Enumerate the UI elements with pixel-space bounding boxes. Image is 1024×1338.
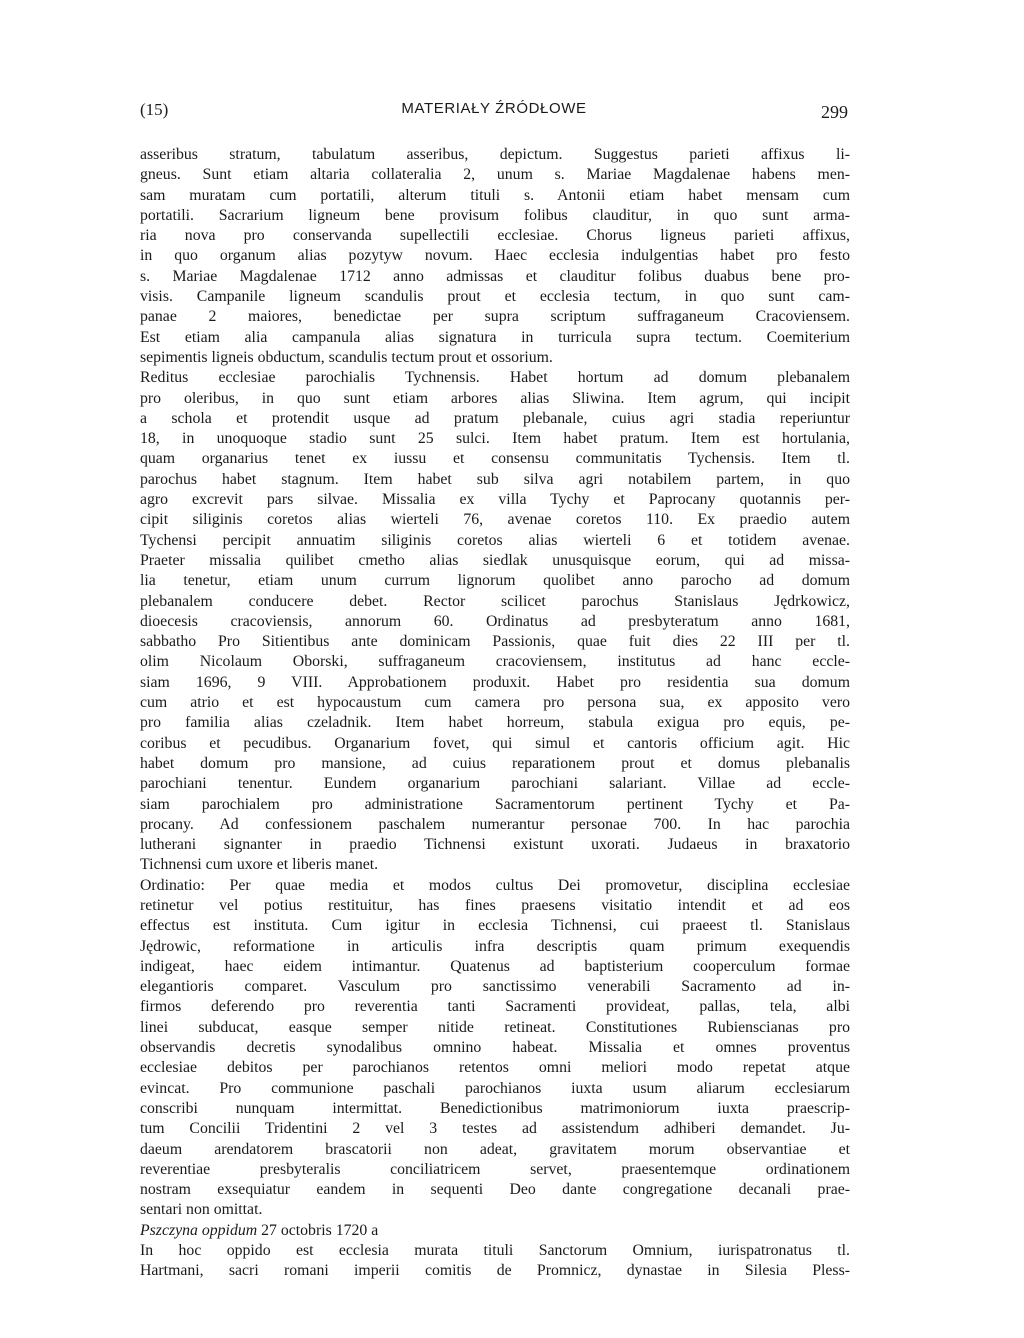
text-line: nostram exsequiatur eandem in sequenti Deo dante congregatione decanali prae-: [140, 1181, 850, 1199]
text-line: procany. Ad confessionem paschalem numerantur personae 700. In hac parochia: [140, 815, 850, 833]
text-line: indigeat, haec eidem intimantur. Quatenus ad baptisterium cooperculum formae: [140, 957, 850, 975]
text-line: conscribi nunquam intermittat. Benedictionibus matrimoniorum iuxta praescrip-: [140, 1099, 850, 1117]
text-line: plebanalem conducere debet. Rector scilicet parochus Stanislaus Jędrkowicz,: [140, 592, 850, 610]
text-line: s. Mariae Magdalenae 1712 anno admissas et clauditur folibus duabus bene pro-: [140, 267, 850, 285]
text-line: agro excrevit pars silvae. Missalia ex villa Tychy et Paprocany quotannis per-: [140, 491, 850, 509]
page-section-number: (15): [140, 100, 169, 119]
text-line: in quo organum alias pozytyw novum. Haec ecclesia indulgentias habet pro festo: [140, 247, 850, 265]
body-text: [140, 145, 850, 1282]
text-line: Jędrowic, reformatione in articulis infra descriptis quam primum exequendis: [140, 937, 850, 955]
text-line: [140, 1221, 850, 1241]
text-line: Reditus ecclesiae parochialis Tychnensis. Habet hortum ad domum plebanalem: [140, 369, 850, 387]
text-line: sentari non omittat.: [140, 1201, 263, 1219]
text-line: evincat. Pro communione paschali parochianos iuxta usum aliarum ecclesiarum: [140, 1079, 850, 1097]
text-line: Praeter missalia quilibet cmetho alias siedlak unusquisque eorum, qui ad missa-: [140, 551, 850, 569]
text-line: siam 1696, 9 VIII. Approbationem produxit. Habet pro residentia sua domum: [140, 673, 850, 691]
text-line: retinetur vel potius restituitur, has fines praesens visitatio intendit et ad eos: [140, 896, 850, 914]
text-line: ria nova pro conservanda supellectili ecclesiae. Chorus ligneus parieti affixus,: [140, 227, 850, 245]
text-line: asseribus stratum, tabulatum asseribus, depictum. Suggestus parieti affixus li-: [140, 146, 850, 163]
text-line: daeum arendatorem brascatorii non adeat, gravitatem morum observantiae et: [140, 1140, 850, 1158]
text-line: cum atrio et est hypocaustum cum camera pro persona sua, ex apposito vero: [140, 694, 850, 712]
text-line: firmos deferendo pro reverentia tanti Sacramenti provideat, pallas, tela, albi: [140, 998, 850, 1016]
text-line: cipit siliginis coretos alias wierteli 76, avenae coretos 110. Ex praedio autem: [140, 511, 850, 529]
text-line: coribus et pecudibus. Organarium fovet, qui simul et cantoris officium agit. Hic: [140, 734, 850, 752]
text-line: elegantioris comparet. Vasculum pro sanctissimo venerabili Sacramento ad in-: [140, 978, 850, 996]
text-line: 18, in unoquoque stadio sunt 25 sulci. Item habet pratum. Item est hortulania,: [140, 430, 850, 448]
text-line: reverentiae presbyteralis conciliatricem servet, praesentemque ordinationem: [140, 1160, 850, 1178]
text-line: Est etiam alia campanula alias signatura in turricula supra tectum. Coemiterium: [140, 328, 850, 346]
text-line: gneus. Sunt etiam altaria collateralia 2, unum s. Mariae Magdalenae habens men-: [140, 166, 850, 184]
text-line: siam parochialem pro administratione Sacramentorum pertinent Tychy et Pa-: [140, 795, 850, 813]
place-name: Pszczyna oppidum: [140, 1221, 258, 1239]
text-line: Ordinatio: Per quae media et modos cultus Dei promovetur, disciplina ecclesiae: [140, 876, 850, 894]
text-line: quam organarius tenet ex iussu et consensu communitatis Tychensis. Item tl.: [140, 450, 850, 468]
text-line: sam muratam cum portatili, alterum tituli s. Antonii etiam habet mensam cum: [140, 186, 850, 204]
text-line: habet domum pro mansione, ad cuius reparationem prout et domus plebanalis: [140, 754, 850, 772]
text-line: lutherani signanter in praedio Tichnensi existunt uxorati. Judaeus in braxatorio: [140, 836, 850, 854]
page-number: 299: [821, 102, 848, 122]
text-line: sabbatho Pro Sitientibus ante dominicam Passionis, quae fuit dies 22 III per tl.: [140, 633, 850, 651]
text-line: visis. Campanile ligneum scandulis prout et ecclesia tectum, in quo sunt cam-: [140, 288, 850, 306]
text-line: observandis decretis synodalibus omnino habeat. Missalia et omnes proventus: [140, 1039, 850, 1057]
text-line: ecclesiae debitos per parochianos retentos omni meliori modo repetat atque: [140, 1059, 850, 1077]
text-line: Tichnensi cum uxore et liberis manet.: [140, 856, 379, 874]
text-line: Hartmani, sacri romani imperii comitis de Promnicz, dynastae in Silesia Pless-: [140, 1262, 850, 1280]
text-line: pro familia alias czeladnik. Item habet horreum, stabula exigua pro equis, pe-: [140, 714, 850, 732]
text-line: tum Concilii Tridentini 2 vel 3 testes ad assistendum adhiberi demandet. Ju-: [140, 1120, 850, 1138]
text-line: Tychensi percipit annuatim siliginis coretos alias wierteli 6 et totidem avenae.: [140, 531, 850, 549]
text-line: dioecesis cracoviensis, annorum 60. Ordinatus ad presbyteratum anno 1681,: [140, 612, 850, 630]
running-title: MATERIAŁY ŹRÓDŁOWE: [401, 100, 587, 117]
text-line: parochiani tenentur. Eundem organarium parochiani salariant. Villae ad eccle-: [140, 775, 850, 793]
text-line: parochus habet stagnum. Item habet sub silva agri notabilem partem, in quo: [140, 470, 850, 488]
text-line: lia tenetur, etiam unum currum lignorum quolibet anno parocho ad domum: [140, 572, 850, 590]
text-line: a schola et protendit usque ad pratum plebanale, cuius agri stadia reperiuntur: [140, 409, 850, 427]
date-text: 27 octobris 1720 a: [257, 1221, 379, 1239]
text-line: panae 2 maiores, benedictae per supra scriptum suffraganeum Cracoviensem.: [140, 308, 850, 326]
text-line: effectus est instituta. Cum igitur in ecclesia Tichnensi, cui praeest tl. Stanislaus: [140, 917, 850, 935]
page-header: [140, 96, 848, 126]
text-line: portatili. Sacrarium ligneum bene provisum folibus clauditur, in quo sunt arma-: [140, 206, 850, 224]
text-line: In hoc oppido est ecclesia murata tituli Sanctorum Omnium, iurispatronatus tl.: [140, 1242, 850, 1260]
text-line: sepimentis ligneis obductum, scandulis tectum prout et ossorium.: [140, 348, 553, 366]
text-line: pro oleribus, in quo sunt etiam arbores alias Sliwina. Item agrum, qui incipit: [140, 389, 850, 407]
text-line: olim Nicolaum Oborski, suffraganeum cracoviensem, institutus ad hanc eccle-: [140, 653, 850, 671]
text-line: linei subducat, easque semper nitide retineat. Constitutiones Rubienscianas pro: [140, 1018, 850, 1036]
